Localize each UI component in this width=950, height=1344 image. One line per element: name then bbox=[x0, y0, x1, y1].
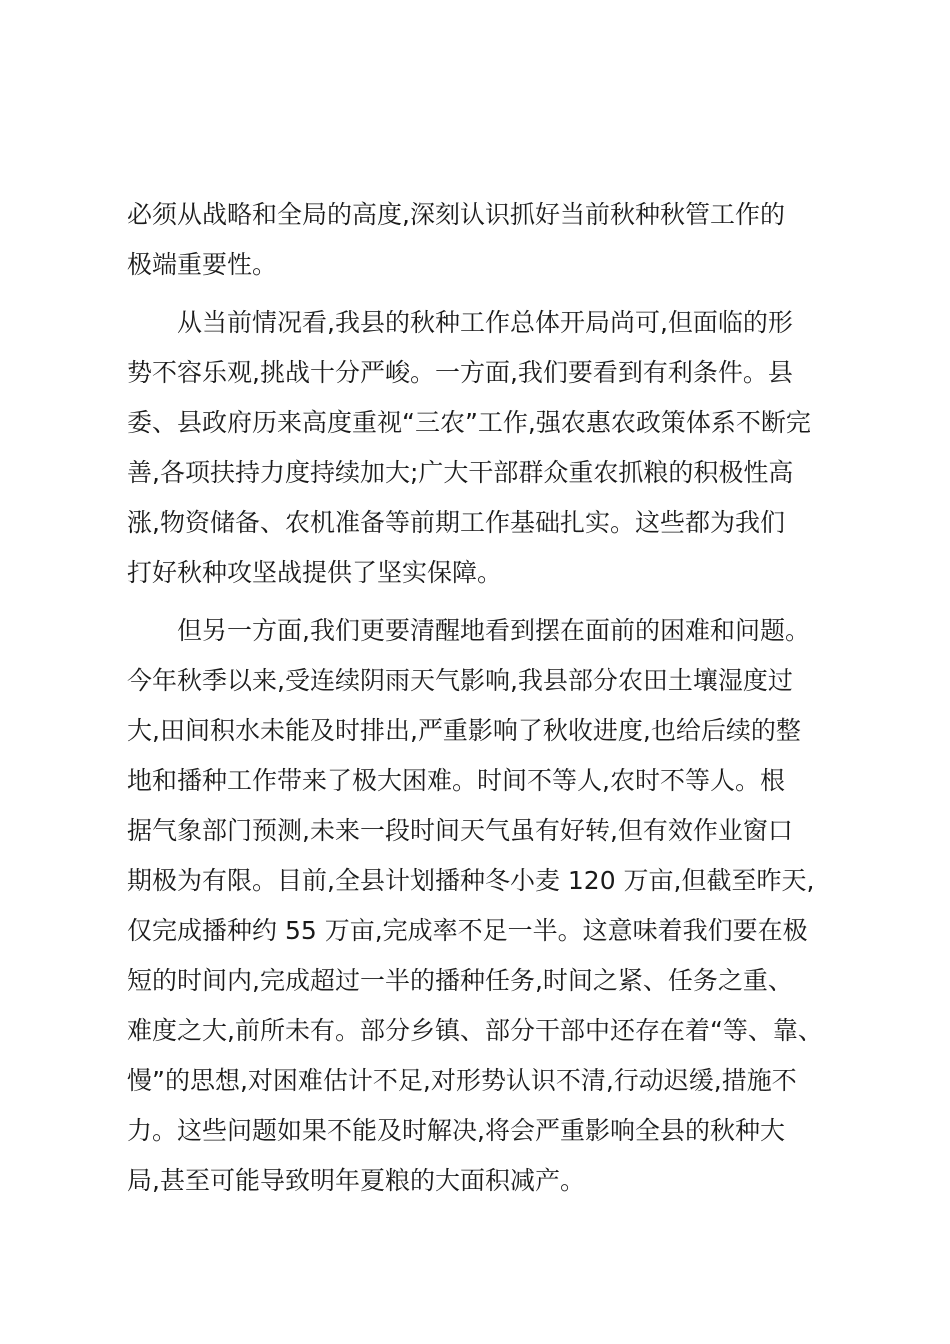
text-line: 期极为有限。目前,全县计划播种冬小麦 120 万亩,但截至昨天, bbox=[127, 866, 815, 895]
text-line: 难度之大,前所未有。部分乡镇、部分干部中还存在着“等、靠、 bbox=[127, 1016, 823, 1045]
text-line: 仅完成播种约 55 万亩,完成率不足一半。这意味着我们要在极 bbox=[127, 916, 808, 945]
text-line: 善,各项扶持力度持续加大;广大干部群众重农抓粮的积极性高 bbox=[127, 458, 794, 487]
text-line: 局,甚至可能导致明年夏粮的大面积减产。 bbox=[127, 1166, 585, 1195]
paragraph-3 bbox=[127, 606, 821, 1206]
text-line: 但另一方面,我们更要清醒地看到摆在面前的困难和问题。 bbox=[177, 616, 810, 645]
text-line: 势不容乐观,挑战十分严峻。一方面,我们要看到有利条件。县 bbox=[127, 358, 793, 387]
text-line: 极端重要性。 bbox=[127, 250, 278, 279]
text-line: 慢”的思想,对困难估计不足,对形势认识不清,行动迟缓,措施不 bbox=[127, 1066, 797, 1095]
text-line: 打好秋种攻坚战提供了坚实保障。 bbox=[127, 558, 503, 587]
paragraph-2 bbox=[127, 298, 821, 598]
text-line: 地和播种工作带来了极大困难。时间不等人,农时不等人。根 bbox=[127, 766, 785, 795]
text-line: 据气象部门预测,未来一段时间天气虽有好转,但有效作业窗口 bbox=[127, 816, 793, 845]
paragraph-1 bbox=[127, 190, 821, 290]
body-text bbox=[127, 190, 821, 1214]
text-line: 委、县政府历来高度重视“三农”工作,强农惠农政策体系不断完 bbox=[127, 408, 811, 437]
text-line: 今年秋季以来,受连续阴雨天气影响,我县部分农田土壤湿度过 bbox=[127, 666, 793, 695]
text-line: 大,田间积水未能及时排出,严重影响了秋收进度,也给后续的整 bbox=[127, 716, 801, 745]
text-line: 涨,物资储备、农机准备等前期工作基础扎实。这些都为我们 bbox=[127, 508, 785, 537]
text-line: 从当前情况看,我县的秋种工作总体开局尚可,但面临的形 bbox=[177, 308, 793, 337]
text-line: 必须从战略和全局的高度,深刻认识抓好当前秋种秋管工作的 bbox=[127, 200, 785, 229]
text-line: 短的时间内,完成超过一半的播种任务,时间之紧、任务之重、 bbox=[127, 966, 793, 995]
text-line: 力。这些问题如果不能及时解决,将会严重影响全县的秋种大 bbox=[127, 1116, 785, 1145]
